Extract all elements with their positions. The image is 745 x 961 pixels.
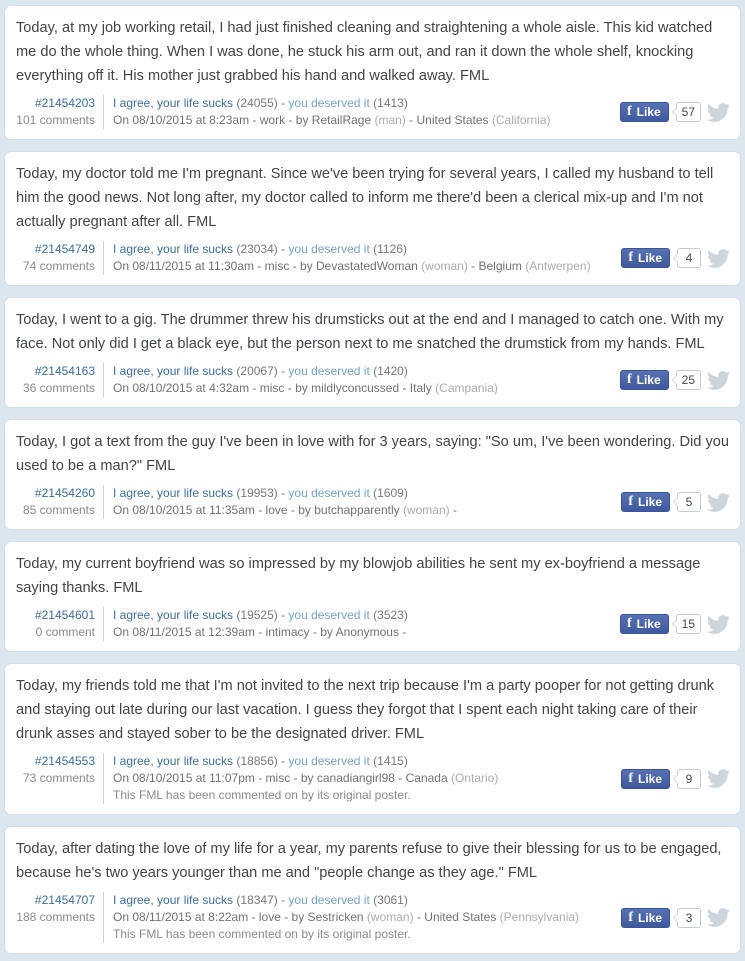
facebook-like-button[interactable] <box>621 248 670 268</box>
agree-vote-count: (23034) - <box>233 242 289 256</box>
like-count: 57 <box>681 105 695 119</box>
post-meta-column <box>103 95 610 129</box>
post-footer <box>13 753 730 804</box>
agree-vote-link[interactable]: I agree, your life sucks <box>113 608 234 622</box>
vote-line <box>113 363 610 380</box>
author-gender: (woman) <box>402 503 450 517</box>
agree-vote-link[interactable]: I agree, your life sucks <box>113 893 234 907</box>
post-text: Today, at my job working retail, I had just finished cleaning and straightening a whole aisle. This kid watched me do the whole thing. When I was done, he stuck his arm out, and ran it down the whole shelf, knocking everything off it. His mother just grabbed his hand and walked away. FML <box>16 20 713 84</box>
post-meta-column <box>103 363 610 397</box>
facebook-icon: f <box>628 770 633 786</box>
agree-vote-count: (20067) - <box>233 364 289 378</box>
like-button-label: Like <box>636 105 661 119</box>
deserved-vote-link[interactable]: you deserved it <box>288 754 370 768</box>
post-meta-line <box>113 624 610 641</box>
like-count-bubble <box>676 614 701 634</box>
fml-post <box>4 663 741 815</box>
post-text: Today, I went to a gig. The drummer threw his drumsticks out at the end and I managed to catch one. With my face. Not only did I get a black eye, but the person next to me snatched the drumstick from my hands. FML <box>16 312 724 352</box>
author-gender: (woman) <box>421 259 468 273</box>
share-buttons <box>621 767 730 790</box>
meta-text: On 08/10/2015 at 8:23am - work - by RetailRage <box>113 113 375 127</box>
deserved-vote-link[interactable]: you deserved it <box>288 364 370 378</box>
meta-text: - United States <box>405 113 492 127</box>
twitter-icon[interactable] <box>707 613 730 636</box>
deserved-vote-link[interactable]: you deserved it <box>288 893 370 907</box>
share-buttons <box>621 491 730 514</box>
post-id-link[interactable]: #21454260 <box>34 486 95 500</box>
post-footer <box>13 95 730 129</box>
facebook-icon: f <box>628 250 633 265</box>
twitter-icon[interactable] <box>707 247 730 270</box>
post-text: Today, my friends told me that I'm not invited to the next trip because I'm a party pooper for not getting drunk and staying out late during our last vacation. I guess they forgot that I spent each night taking care of their drunk asses and stayed sober to be the designated driver. FML <box>16 678 715 742</box>
post-meta-line <box>113 770 611 787</box>
fml-post <box>4 541 741 652</box>
post-text: Today, I got a text from the guy I've been in love with for 3 years, saying: "So um, I've been wondering. Did you used to be a man?" FML <box>16 434 729 474</box>
author-gender: (woman) <box>366 910 414 924</box>
like-count-bubble <box>676 102 701 122</box>
facebook-like-button[interactable] <box>621 769 670 789</box>
like-button-label: Like <box>636 617 661 631</box>
agree-vote-count: (19953) - <box>233 486 289 500</box>
meta-text: On 08/11/2015 at 8:22am - love - by Sestricken <box>113 910 367 924</box>
deserved-vote-link[interactable]: you deserved it <box>288 486 370 500</box>
post-text: Today, my current boyfriend was so impressed by my blowjob abilities he sent my ex-boyfriend a message saying thanks. FML <box>16 556 701 596</box>
vote-line <box>113 241 611 258</box>
share-buttons <box>620 613 730 636</box>
post-id-column <box>13 95 95 129</box>
twitter-icon[interactable] <box>707 491 730 514</box>
like-count-bubble <box>677 908 701 928</box>
location-region: (Pennsylvania) <box>499 910 580 924</box>
like-count-bubble <box>677 492 701 512</box>
post-meta-column <box>103 241 611 275</box>
like-button-label: Like <box>637 251 662 265</box>
like-button-label: Like <box>637 495 662 509</box>
comments-count-link[interactable]: 73 comments <box>22 771 95 785</box>
meta-text: On 08/11/2015 at 11:30am - misc - by DevastatedWoman <box>113 259 422 273</box>
meta-text: - Belgium <box>467 259 526 273</box>
like-button-label: Like <box>637 910 662 925</box>
share-buttons <box>620 101 730 124</box>
location-region: (Ontario) <box>450 771 499 785</box>
post-id-link[interactable]: #21454203 <box>34 96 95 110</box>
location-region: (Campania) <box>435 381 498 395</box>
post-meta-column <box>103 892 611 943</box>
post-id-column <box>13 607 95 641</box>
agree-vote-count: (19525) - <box>233 608 289 622</box>
meta-text: On 08/10/2015 at 11:35am - love - by butchapparently <box>113 503 403 517</box>
twitter-icon[interactable] <box>707 369 730 392</box>
deserved-vote-link[interactable]: you deserved it <box>288 96 370 110</box>
meta-text: On 08/11/2015 at 12:39am - intimacy - by Anonymous - <box>113 625 407 639</box>
fml-post <box>4 297 741 408</box>
comments-count-link[interactable]: 74 comments <box>22 259 95 273</box>
post-id-link[interactable]: #21454707 <box>34 893 95 907</box>
facebook-like-button[interactable] <box>620 614 669 634</box>
op-comment-note: This FML has been commented on by its original poster. <box>113 788 411 802</box>
post-id-link[interactable]: #21454601 <box>34 608 95 622</box>
deserved-vote-link[interactable]: you deserved it <box>288 242 370 256</box>
agree-vote-count: (24055) - <box>233 96 289 110</box>
deserved-vote-count: (3061) <box>369 893 408 907</box>
meta-text: - United States <box>413 910 500 924</box>
post-footer <box>13 363 730 397</box>
facebook-icon: f <box>626 616 632 631</box>
deserved-vote-count: (1420) <box>369 364 408 378</box>
twitter-icon[interactable] <box>707 101 730 124</box>
deserved-vote-count: (3523) <box>369 608 408 622</box>
deserved-vote-count: (1415) <box>369 754 408 768</box>
fml-post <box>4 826 741 954</box>
deserved-vote-count: (1609) <box>369 486 408 500</box>
comments-count-link[interactable]: 101 comments <box>16 113 95 127</box>
comments-count-link[interactable]: 85 comments <box>22 503 95 517</box>
post-meta-line <box>113 502 611 519</box>
like-count-bubble <box>677 248 701 268</box>
post-meta-column <box>103 607 610 641</box>
vote-line <box>113 753 611 770</box>
like-count: 3 <box>685 910 693 925</box>
comments-count-link[interactable]: 0 comment <box>35 625 95 639</box>
post-meta-line <box>113 112 610 129</box>
deserved-vote-link[interactable]: you deserved it <box>288 608 370 622</box>
post-meta-column <box>103 753 611 804</box>
like-count: 9 <box>685 771 693 786</box>
post-footer <box>13 241 730 275</box>
location-region: (California) <box>491 113 551 127</box>
share-buttons <box>621 906 730 929</box>
meta-text: On 08/10/2015 at 4:32am - misc - by mildlyconcussed - Italy <box>113 381 436 395</box>
like-count: 5 <box>685 495 693 509</box>
like-count: 4 <box>685 251 693 265</box>
agree-vote-link[interactable]: I agree, your life sucks <box>113 754 234 768</box>
agree-vote-link[interactable]: I agree, your life sucks <box>113 364 234 378</box>
meta-text: - <box>449 503 457 517</box>
post-id-column <box>13 892 95 926</box>
twitter-icon[interactable] <box>707 906 730 929</box>
share-buttons <box>621 247 730 270</box>
post-meta-column <box>103 485 611 519</box>
like-button-label: Like <box>637 771 662 786</box>
facebook-icon: f <box>626 372 632 387</box>
facebook-icon: f <box>626 104 632 119</box>
post-footer <box>13 607 730 641</box>
agree-vote-link[interactable]: I agree, your life sucks <box>113 486 234 500</box>
post-id-link[interactable]: #21454163 <box>34 364 95 378</box>
agree-vote-count: (18856) - <box>233 754 289 768</box>
post-id-column <box>13 485 95 519</box>
post-id-link[interactable]: #21454553 <box>34 754 95 768</box>
meta-text: On 08/10/2015 at 11:07pm - misc - by canadiangirl98 - Canada <box>113 771 451 785</box>
share-buttons <box>620 369 730 392</box>
post-meta-line <box>113 909 611 926</box>
facebook-icon: f <box>628 494 633 509</box>
post-meta-line <box>113 258 611 275</box>
fml-post-feed <box>4 5 741 954</box>
like-button-label: Like <box>636 373 661 387</box>
deserved-vote-count: (1126) <box>369 242 407 256</box>
agree-vote-count: (18347) - <box>233 893 289 907</box>
post-id-column <box>13 363 95 397</box>
facebook-like-button[interactable] <box>621 908 670 928</box>
post-text: Today, my doctor told me I'm pregnant. Since we've been trying for several years, I called my husband to tell him the good news. Not long after, my doctor called to inform me there'd been a clerical mix-up and I'm not actually pregnant after all. FML <box>16 166 714 230</box>
author-gender: (man) <box>374 113 406 127</box>
vote-line <box>113 607 610 624</box>
comments-count-link[interactable]: 188 comments <box>16 910 95 924</box>
like-count: 25 <box>681 373 695 387</box>
post-footer <box>13 485 730 519</box>
vote-line <box>113 892 611 909</box>
like-count-bubble <box>676 370 701 390</box>
like-count-bubble <box>677 769 701 789</box>
fml-post <box>4 5 741 140</box>
fml-post <box>4 151 741 286</box>
post-footer <box>13 892 730 943</box>
twitter-icon[interactable] <box>707 767 730 790</box>
facebook-like-button[interactable] <box>620 102 669 122</box>
post-id-column <box>13 241 95 275</box>
post-text: Today, after dating the love of my life for a year, my parents refuse to give their blessing for us to be engaged, because he's two years younger than me and "people change as they age." FML <box>16 841 722 881</box>
post-id-column <box>13 753 95 787</box>
vote-line <box>113 95 610 112</box>
agree-vote-link[interactable]: I agree, your life sucks <box>113 242 234 256</box>
deserved-vote-count: (1413) <box>369 96 408 110</box>
post-meta-line <box>113 380 610 397</box>
vote-line <box>113 485 611 502</box>
post-id-link[interactable]: #21454749 <box>34 242 95 256</box>
facebook-icon: f <box>628 909 633 925</box>
like-count: 15 <box>681 617 695 631</box>
comments-count-link[interactable]: 36 comments <box>22 381 95 395</box>
location-region: (Antwerpen) <box>525 259 591 273</box>
agree-vote-link[interactable]: I agree, your life sucks <box>113 96 234 110</box>
op-comment-note: This FML has been commented on by its original poster. <box>113 927 411 941</box>
fml-post <box>4 419 741 530</box>
facebook-like-button[interactable] <box>621 492 670 512</box>
facebook-like-button[interactable] <box>620 370 669 390</box>
